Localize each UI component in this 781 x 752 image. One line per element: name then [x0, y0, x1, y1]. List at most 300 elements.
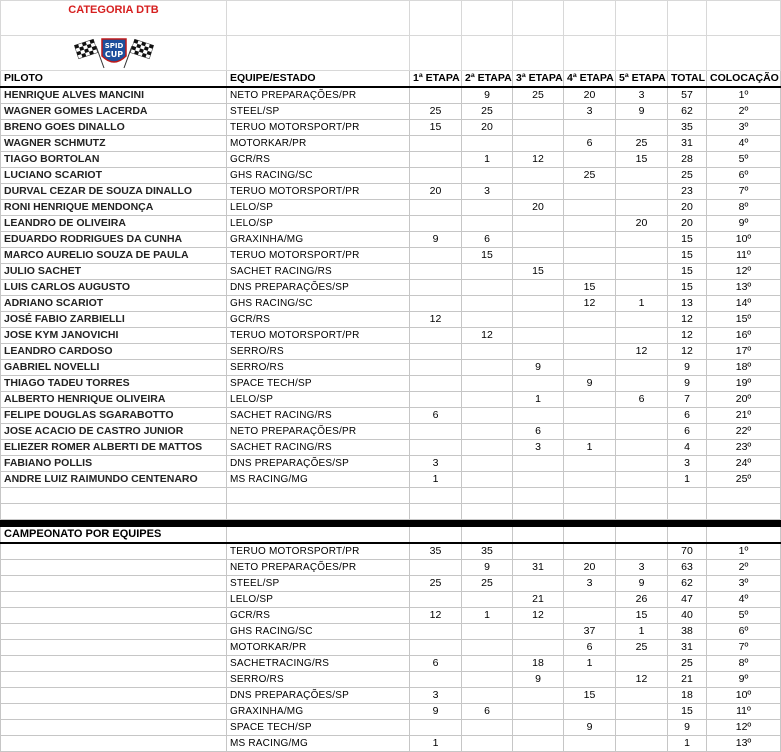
- driver-team: LELO/SP: [227, 216, 410, 232]
- driver-e4: 9: [564, 376, 616, 392]
- driver-row: [1, 456, 781, 472]
- driver-e2: [462, 264, 513, 280]
- driver-row: [1, 168, 781, 184]
- driver-e5: [616, 200, 668, 216]
- team-e1: 9: [410, 704, 462, 720]
- driver-e3: 12: [513, 152, 564, 168]
- team-e1: [410, 720, 462, 736]
- empty-cell: [564, 488, 616, 504]
- team-total: 25: [668, 656, 707, 672]
- team-row: [1, 720, 781, 736]
- driver-e3: [513, 344, 564, 360]
- driver-e4: [564, 344, 616, 360]
- team-e2: [462, 624, 513, 640]
- driver-e4: 25: [564, 168, 616, 184]
- driver-e3: [513, 328, 564, 344]
- driver-e2: [462, 424, 513, 440]
- driver-e5: [616, 168, 668, 184]
- driver-e2: [462, 168, 513, 184]
- driver-e3: [513, 120, 564, 136]
- driver-e4: [564, 328, 616, 344]
- team-e4: [564, 704, 616, 720]
- team-e2: 35: [462, 543, 513, 560]
- team-e5: [616, 704, 668, 720]
- driver-total: 9: [668, 376, 707, 392]
- driver-col: 3º: [707, 120, 781, 136]
- team-e3: [513, 704, 564, 720]
- team-blank: [1, 560, 227, 576]
- team-row: [1, 543, 781, 560]
- driver-e5: [616, 264, 668, 280]
- team-name: MOTORKAR/PR: [227, 640, 410, 656]
- empty-cell: [410, 504, 462, 520]
- driver-e3: [513, 104, 564, 120]
- team-e5: 9: [616, 576, 668, 592]
- empty-cell: [616, 504, 668, 520]
- driver-e3: [513, 184, 564, 200]
- driver-team: LELO/SP: [227, 200, 410, 216]
- team-row: [1, 592, 781, 608]
- driver-e5: 9: [616, 104, 668, 120]
- team-col: 4º: [707, 592, 781, 608]
- team-col: 13º: [707, 736, 781, 752]
- driver-e1: [410, 168, 462, 184]
- driver-e1: [410, 328, 462, 344]
- header-piloto: PILOTO: [1, 71, 227, 88]
- empty-cell: [564, 504, 616, 520]
- driver-total: 4: [668, 440, 707, 456]
- empty-cell: [1, 504, 227, 520]
- driver-team: GCR/RS: [227, 152, 410, 168]
- empty-cell: [410, 488, 462, 504]
- driver-e2: [462, 200, 513, 216]
- header-row: [1, 71, 781, 88]
- driver-e1: [410, 264, 462, 280]
- driver-e2: [462, 296, 513, 312]
- driver-total: 62: [668, 104, 707, 120]
- team-name: SACHETRACING/RS: [227, 656, 410, 672]
- empty-cell: [227, 504, 410, 520]
- driver-total: 20: [668, 200, 707, 216]
- driver-name: ADRIANO SCARIOT: [1, 296, 227, 312]
- team-e1: [410, 560, 462, 576]
- driver-e5: [616, 184, 668, 200]
- empty-cell: [227, 527, 410, 544]
- checkered-flag-right-icon: [124, 39, 154, 68]
- driver-team: GRAXINHA/MG: [227, 232, 410, 248]
- driver-name: THIAGO TADEU TORRES: [1, 376, 227, 392]
- driver-e2: 3: [462, 184, 513, 200]
- driver-e5: [616, 424, 668, 440]
- empty-cell: [616, 527, 668, 544]
- driver-e3: [513, 232, 564, 248]
- driver-e1: [410, 152, 462, 168]
- team-e5: [616, 688, 668, 704]
- driver-name: BRENO GOES DINALLO: [1, 120, 227, 136]
- driver-e2: [462, 408, 513, 424]
- team-name: GHS RACING/SC: [227, 624, 410, 640]
- team-col: 2º: [707, 560, 781, 576]
- driver-row: [1, 120, 781, 136]
- section-divider: [1, 520, 781, 527]
- team-name: TERUO MOTORSPORT/PR: [227, 543, 410, 560]
- driver-e1: [410, 440, 462, 456]
- team-col: 6º: [707, 624, 781, 640]
- driver-col: 12º: [707, 264, 781, 280]
- team-row: [1, 672, 781, 688]
- driver-e3: [513, 296, 564, 312]
- driver-total: 31: [668, 136, 707, 152]
- driver-row: [1, 440, 781, 456]
- teams-title: CAMPEONATO POR EQUIPES: [1, 527, 227, 544]
- driver-col: 9º: [707, 216, 781, 232]
- driver-e2: 9: [462, 87, 513, 104]
- driver-e1: [410, 280, 462, 296]
- driver-name: HENRIQUE ALVES MANCINI: [1, 87, 227, 104]
- driver-e3: [513, 376, 564, 392]
- driver-col: 24º: [707, 456, 781, 472]
- team-e2: [462, 720, 513, 736]
- header-etapa-3: 3ª ETAPA: [513, 71, 564, 88]
- driver-e4: [564, 120, 616, 136]
- team-e2: [462, 688, 513, 704]
- team-e2: [462, 640, 513, 656]
- driver-total: 15: [668, 232, 707, 248]
- driver-name: FABIANO POLLIS: [1, 456, 227, 472]
- driver-e1: [410, 360, 462, 376]
- team-e1: [410, 672, 462, 688]
- driver-e2: [462, 216, 513, 232]
- driver-team: SERRO/RS: [227, 344, 410, 360]
- driver-total: 35: [668, 120, 707, 136]
- driver-e4: [564, 472, 616, 488]
- empty-cell: [1, 488, 227, 504]
- team-e1: 12: [410, 608, 462, 624]
- driver-col: 4º: [707, 136, 781, 152]
- driver-e3: 1: [513, 392, 564, 408]
- driver-e1: 25: [410, 104, 462, 120]
- driver-row: [1, 376, 781, 392]
- team-name: NETO PREPARAÇÕES/PR: [227, 560, 410, 576]
- driver-col: 6º: [707, 168, 781, 184]
- driver-e5: 20: [616, 216, 668, 232]
- driver-total: 15: [668, 280, 707, 296]
- driver-e2: [462, 440, 513, 456]
- team-e4: 6: [564, 640, 616, 656]
- empty-cell: [668, 488, 707, 504]
- empty-cell: [513, 527, 564, 544]
- header-etapa-4: 4ª ETAPA: [564, 71, 616, 88]
- driver-total: 12: [668, 312, 707, 328]
- team-e3: 31: [513, 560, 564, 576]
- team-e2: 6: [462, 704, 513, 720]
- team-total: 47: [668, 592, 707, 608]
- team-e3: 21: [513, 592, 564, 608]
- team-e1: 3: [410, 688, 462, 704]
- driver-e2: [462, 280, 513, 296]
- team-e5: 12: [616, 672, 668, 688]
- driver-row: [1, 136, 781, 152]
- driver-total: 15: [668, 248, 707, 264]
- team-blank: [1, 592, 227, 608]
- team-row: [1, 560, 781, 576]
- driver-name: WAGNER SCHMUTZ: [1, 136, 227, 152]
- driver-e5: [616, 312, 668, 328]
- driver-e5: [616, 456, 668, 472]
- driver-e1: [410, 424, 462, 440]
- driver-e1: [410, 136, 462, 152]
- driver-e5: [616, 376, 668, 392]
- team-total: 63: [668, 560, 707, 576]
- driver-row: [1, 248, 781, 264]
- driver-e3: 6: [513, 424, 564, 440]
- empty-row: [1, 504, 781, 520]
- team-total: 40: [668, 608, 707, 624]
- driver-e5: [616, 328, 668, 344]
- driver-e4: 12: [564, 296, 616, 312]
- driver-e1: [410, 200, 462, 216]
- driver-e3: [513, 216, 564, 232]
- team-e5: [616, 656, 668, 672]
- empty-cell: [513, 488, 564, 504]
- team-blank: [1, 640, 227, 656]
- team-e3: [513, 640, 564, 656]
- driver-e4: [564, 216, 616, 232]
- team-e4: 37: [564, 624, 616, 640]
- team-e4: [564, 608, 616, 624]
- driver-name: JULIO SACHET: [1, 264, 227, 280]
- team-e2: [462, 592, 513, 608]
- driver-e2: [462, 312, 513, 328]
- driver-total: 12: [668, 328, 707, 344]
- driver-row: [1, 87, 781, 104]
- driver-e3: 9: [513, 360, 564, 376]
- driver-e1: [410, 344, 462, 360]
- header-colocacao: COLOCAÇÃO: [707, 71, 781, 88]
- header-etapa-1: 1ª ETAPA: [410, 71, 462, 88]
- driver-e3: [513, 456, 564, 472]
- driver-e5: 25: [616, 136, 668, 152]
- driver-e1: [410, 216, 462, 232]
- driver-e1: [410, 376, 462, 392]
- team-e4: 20: [564, 560, 616, 576]
- driver-e1: [410, 296, 462, 312]
- team-e3: 12: [513, 608, 564, 624]
- driver-team: TERUO MOTORSPORT/PR: [227, 120, 410, 136]
- team-blank: [1, 688, 227, 704]
- driver-e3: 20: [513, 200, 564, 216]
- driver-team: GCR/RS: [227, 312, 410, 328]
- driver-row: [1, 472, 781, 488]
- driver-e4: [564, 456, 616, 472]
- driver-total: 25: [668, 168, 707, 184]
- team-e5: 25: [616, 640, 668, 656]
- driver-e5: [616, 440, 668, 456]
- driver-total: 9: [668, 360, 707, 376]
- team-e5: 15: [616, 608, 668, 624]
- driver-e2: 6: [462, 232, 513, 248]
- team-e5: 3: [616, 560, 668, 576]
- team-e2: 9: [462, 560, 513, 576]
- driver-col: 5º: [707, 152, 781, 168]
- driver-e4: [564, 424, 616, 440]
- empty-cell: [410, 527, 462, 544]
- driver-team: GHS RACING/SC: [227, 168, 410, 184]
- driver-col: 8º: [707, 200, 781, 216]
- team-e2: [462, 672, 513, 688]
- driver-row: [1, 264, 781, 280]
- driver-team: SERRO/RS: [227, 360, 410, 376]
- empty-cell: [227, 488, 410, 504]
- team-name: GRAXINHA/MG: [227, 704, 410, 720]
- driver-team: GHS RACING/SC: [227, 296, 410, 312]
- driver-row: [1, 104, 781, 120]
- driver-row: [1, 344, 781, 360]
- driver-e1: 6: [410, 408, 462, 424]
- driver-e1: [410, 392, 462, 408]
- empty-cell: [707, 504, 781, 520]
- team-e1: 6: [410, 656, 462, 672]
- driver-col: 7º: [707, 184, 781, 200]
- driver-e2: 25: [462, 104, 513, 120]
- driver-row: [1, 408, 781, 424]
- empty-cell: [462, 488, 513, 504]
- team-blank: [1, 543, 227, 560]
- driver-e1: 1: [410, 472, 462, 488]
- driver-name: ELIEZER ROMER ALBERTI DE MATTOS: [1, 440, 227, 456]
- driver-e1: [410, 87, 462, 104]
- team-row: [1, 640, 781, 656]
- driver-e5: [616, 248, 668, 264]
- driver-team: TERUO MOTORSPORT/PR: [227, 248, 410, 264]
- driver-total: 6: [668, 408, 707, 424]
- driver-e4: [564, 264, 616, 280]
- driver-e4: 15: [564, 280, 616, 296]
- driver-e1: 12: [410, 312, 462, 328]
- driver-e4: 3: [564, 104, 616, 120]
- driver-team: TERUO MOTORSPORT/PR: [227, 184, 410, 200]
- driver-e4: [564, 360, 616, 376]
- team-e3: [513, 720, 564, 736]
- driver-e2: 15: [462, 248, 513, 264]
- team-name: DNS PREPARAÇÕES/SP: [227, 688, 410, 704]
- driver-e2: 12: [462, 328, 513, 344]
- driver-e2: [462, 136, 513, 152]
- team-total: 9: [668, 720, 707, 736]
- driver-e3: [513, 280, 564, 296]
- header-etapa-5: 5ª ETAPA: [616, 71, 668, 88]
- driver-e4: 6: [564, 136, 616, 152]
- driver-e3: 25: [513, 87, 564, 104]
- driver-e5: 1: [616, 296, 668, 312]
- team-total: 70: [668, 543, 707, 560]
- team-row: [1, 704, 781, 720]
- driver-total: 1: [668, 472, 707, 488]
- team-e1: 1: [410, 736, 462, 752]
- team-row: [1, 656, 781, 672]
- driver-row: [1, 280, 781, 296]
- driver-e2: 20: [462, 120, 513, 136]
- team-e4: 1: [564, 656, 616, 672]
- empty-cell: [616, 488, 668, 504]
- team-e4: [564, 672, 616, 688]
- team-e5: [616, 720, 668, 736]
- driver-col: 2º: [707, 104, 781, 120]
- team-col: 11º: [707, 704, 781, 720]
- empty-cell: [668, 527, 707, 544]
- driver-team: TERUO MOTORSPORT/PR: [227, 328, 410, 344]
- team-e5: 26: [616, 592, 668, 608]
- driver-row: [1, 200, 781, 216]
- team-total: 62: [668, 576, 707, 592]
- driver-e5: [616, 360, 668, 376]
- team-e1: [410, 624, 462, 640]
- driver-name: WAGNER GOMES LACERDA: [1, 104, 227, 120]
- team-e3: [513, 624, 564, 640]
- team-e4: [564, 543, 616, 560]
- team-e5: 1: [616, 624, 668, 640]
- driver-team: STEEL/SP: [227, 104, 410, 120]
- team-e3: [513, 688, 564, 704]
- driver-team: NETO PREPARAÇÕES/PR: [227, 87, 410, 104]
- driver-e3: [513, 312, 564, 328]
- driver-col: 22º: [707, 424, 781, 440]
- team-e1: 25: [410, 576, 462, 592]
- driver-e5: [616, 280, 668, 296]
- driver-total: 13: [668, 296, 707, 312]
- team-total: 18: [668, 688, 707, 704]
- driver-e4: [564, 408, 616, 424]
- driver-e4: [564, 312, 616, 328]
- driver-row: [1, 360, 781, 376]
- team-e4: 9: [564, 720, 616, 736]
- driver-row: [1, 392, 781, 408]
- team-e2: 25: [462, 576, 513, 592]
- empty-cell: [462, 527, 513, 544]
- header-equipe: EQUIPE/ESTADO: [227, 71, 410, 88]
- driver-e5: [616, 472, 668, 488]
- driver-team: SACHET RACING/RS: [227, 408, 410, 424]
- divider-bar: [1, 520, 781, 527]
- team-row: [1, 576, 781, 592]
- driver-e5: 6: [616, 392, 668, 408]
- team-e2: 1: [462, 608, 513, 624]
- driver-name: ALBERTO HENRIQUE OLIVEIRA: [1, 392, 227, 408]
- driver-team: SPACE TECH/SP: [227, 376, 410, 392]
- team-name: MS RACING/MG: [227, 736, 410, 752]
- driver-col: 23º: [707, 440, 781, 456]
- driver-name: JOSÉ FABIO ZARBIELLI: [1, 312, 227, 328]
- driver-row: [1, 232, 781, 248]
- spid-cup-logo: [74, 36, 154, 70]
- driver-row: [1, 152, 781, 168]
- driver-total: 7: [668, 392, 707, 408]
- driver-name: JOSE ACACIO DE CASTRO JUNIOR: [1, 424, 227, 440]
- driver-e3: [513, 168, 564, 184]
- driver-name: GABRIEL NOVELLI: [1, 360, 227, 376]
- team-total: 1: [668, 736, 707, 752]
- driver-e5: [616, 232, 668, 248]
- driver-e5: 3: [616, 87, 668, 104]
- driver-e5: 15: [616, 152, 668, 168]
- driver-total: 20: [668, 216, 707, 232]
- checkered-flag-left-icon: [74, 39, 104, 68]
- driver-team: MS RACING/MG: [227, 472, 410, 488]
- driver-total: 28: [668, 152, 707, 168]
- driver-col: 11º: [707, 248, 781, 264]
- team-name: SERRO/RS: [227, 672, 410, 688]
- driver-e2: [462, 392, 513, 408]
